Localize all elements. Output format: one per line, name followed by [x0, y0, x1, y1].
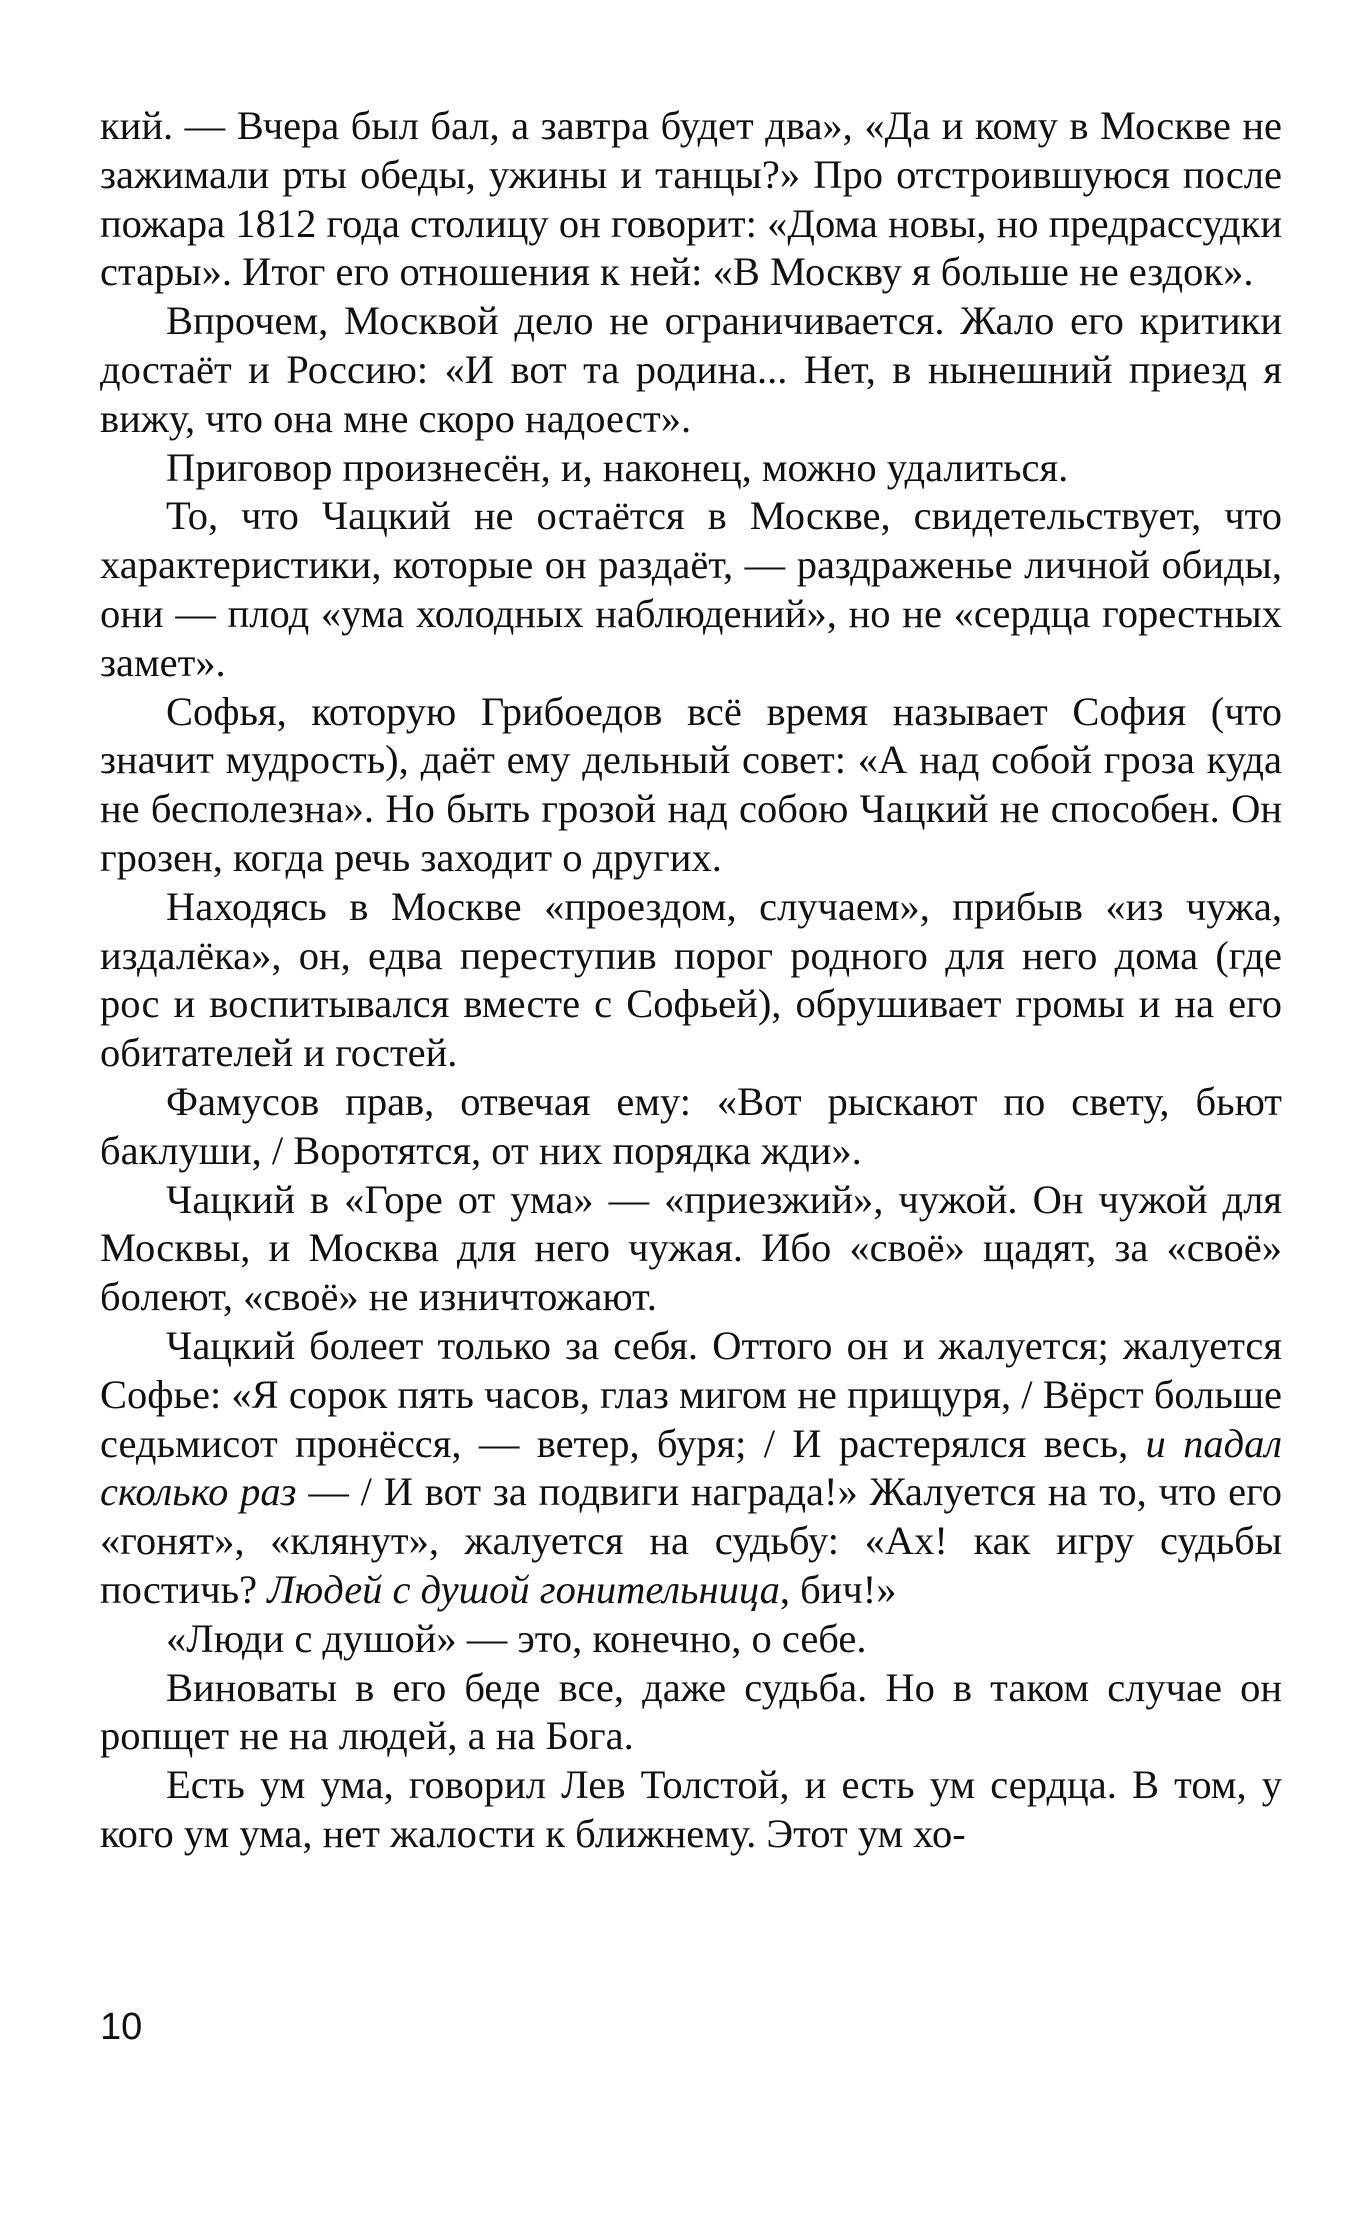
text-paragraph	[100, 444, 1282, 493]
text-run: Фамусов прав, отвечая ему: «Вот рыскают по свету, бьют баклуши, / Воротятся, от них порядка жди».	[100, 1078, 1282, 1173]
text-run: кий. — Вчера был бал, а завтра будет два», «Да и кому в Москве не зажимали рты обеды, ужины и танцы?» Про отстроившуюся после пожара 1812 года столицу он говорит: «Дома новы, но предрассудки стары». Итог его отношения к ней: «В Москву я больше не ездок».	[100, 103, 1282, 295]
text-paragraph	[100, 883, 1282, 1078]
text-run: То, что Чацкий не остаётся в Москве, свидетельствует, что характеристики, которые он раздаёт, — раздраженье личной обиды, они — плод «ума холодных наблюдений», но не «сердца горестных замет».	[100, 493, 1282, 685]
italic-run: и падал сколько раз	[100, 1420, 1282, 1515]
text-paragraph	[100, 1176, 1282, 1322]
text-run: Софья, которую Грибоедов всё время называет София (что значит мудрость), даёт ему дельный совет: «А над собой гроза куда не бесполезна». Но быть грозой над собою Чацкий не способен. Он грозен, когда речь заходит о других.	[100, 688, 1282, 880]
text-run: Впрочем, Москвой дело не ограничивается. Жало его критики достаёт и Россию: «И вот та родина... Нет, в нынешний приезд я вижу, что она мне скоро надоест».	[100, 298, 1282, 441]
text-paragraph	[100, 102, 1282, 297]
text-run: , бич!»	[779, 1566, 897, 1612]
text-run: Есть ум ума, говорил Лев Толстой, и есть ум сердца. В том, у кого ум ума, нет жалости к ближнему. Этот ум хо-	[100, 1762, 1282, 1856]
text-paragraph	[100, 1664, 1282, 1762]
text-run: Приговор произнесён, и, наконец, можно удалиться.	[166, 444, 1069, 490]
italic-run: Людей с душой гонительница	[267, 1566, 780, 1612]
page-number: 10	[100, 2006, 143, 2048]
text-paragraph	[100, 297, 1282, 443]
page-body	[100, 102, 1282, 1859]
text-paragraph	[100, 1615, 1282, 1664]
text-run: Находясь в Москве «проездом, случаем», прибыв «из чужа, издалёка», он, едва переступив порог родного для него дома (где рос и воспитывался вместе с Софьей), обрушивает громы и на его обитателей и гостей.	[100, 883, 1282, 1076]
text-run: Виноваты в его беде все, даже судьба. Но в таком случае он ропщет не на людей, а на Бога.	[100, 1664, 1282, 1759]
text-paragraph	[100, 688, 1282, 883]
text-run: — / И вот за подвиги награда!» Жалуется на то, что его «гонят», «клянут», жалуется на судьбу: «Ах! как игру судьбы постичь?	[100, 1469, 1282, 1612]
text-paragraph	[100, 492, 1282, 687]
text-run: Чацкий болеет только за себя. Оттого он и жалуется; жалуется Софье: «Я сорок пять часов, глаз мигом не прищуря, / Вёрст больше седьмисот пронёсся, — ветер, буря; / И растерялся весь,	[100, 1322, 1282, 1466]
text-run: «Люди с душой» — это, конечно, о себе.	[166, 1615, 867, 1661]
text-paragraph	[100, 1322, 1282, 1615]
text-paragraph	[100, 1078, 1282, 1176]
text-run: Чацкий в «Горе от ума» — «приезжий», чужой. Он чужой для Москвы, и Москва для него чужая. Ибо «своё» щадят, за «своё» болеют, «своё» не изничтожают.	[100, 1176, 1282, 1320]
text-paragraph	[100, 1761, 1282, 1859]
